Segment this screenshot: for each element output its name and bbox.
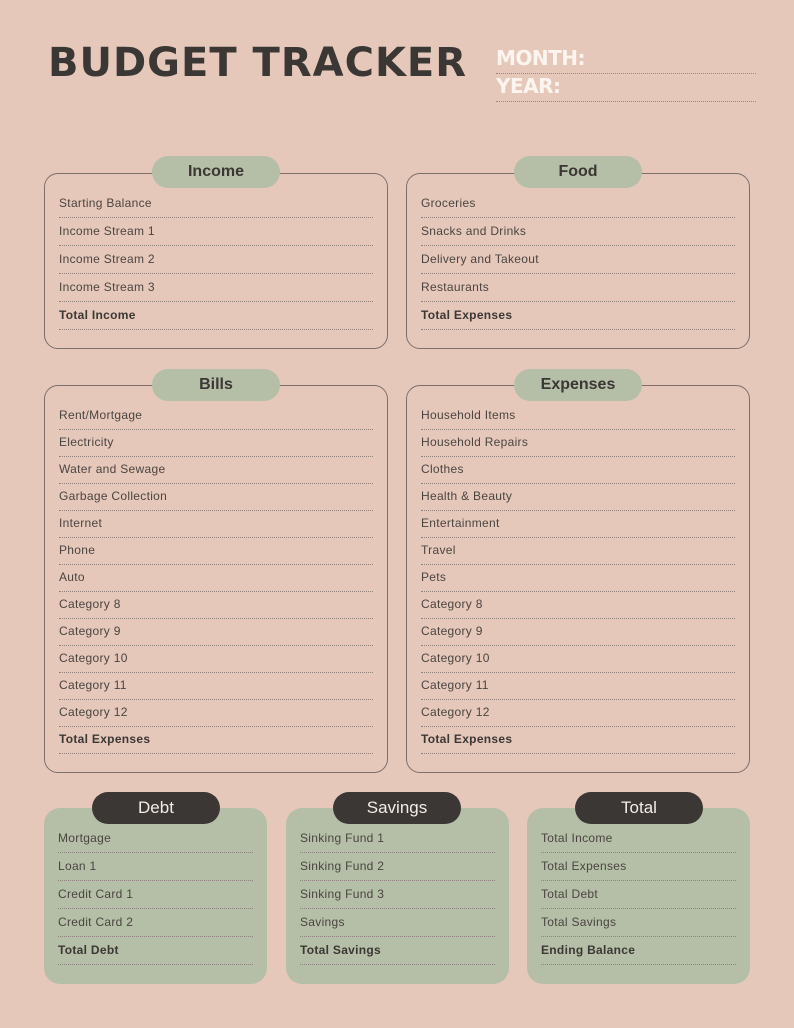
row-label: Restaurants [421,280,489,294]
bills-row[interactable] [59,673,373,700]
row-label: Total Expenses [541,859,627,873]
row-label: Starting Balance [59,196,152,210]
row-label: Water and Sewage [59,462,166,476]
row-label: Savings [300,915,345,929]
bills-row[interactable] [59,700,373,727]
expenses-row[interactable] [421,646,735,673]
expenses-row[interactable] [421,592,735,619]
bills-row[interactable] [59,457,373,484]
savings-total-row[interactable] [300,937,495,965]
debt-heading: Debt [92,792,220,824]
year-field[interactable]: YEAR: [496,74,756,102]
bills-row[interactable] [59,619,373,646]
row-label: Category 10 [421,651,490,665]
food-row[interactable] [421,274,735,302]
row-label: Pets [421,570,447,584]
row-label: Total Debt [58,943,119,957]
row-label: Income Stream 1 [59,224,155,238]
debt-total-row[interactable] [58,937,253,965]
total-row[interactable] [541,909,736,937]
expenses-row[interactable] [421,700,735,727]
row-label: Health & Beauty [421,489,513,503]
bills-row[interactable] [59,565,373,592]
row-label: Total Savings [541,915,617,929]
savings-row[interactable] [300,881,495,909]
row-label: Category 11 [59,678,127,692]
page-title: BUDGET TRACKER [48,40,468,86]
debt-row[interactable] [58,909,253,937]
bills-row[interactable] [59,400,373,430]
row-label: Category 10 [59,651,128,665]
row-label: Ending Balance [541,943,636,957]
food-row[interactable] [421,188,735,218]
total-heading: Total [575,792,703,824]
row-label: Auto [59,570,85,584]
savings-row[interactable] [300,909,495,937]
food-section [406,173,750,349]
row-label: Clothes [421,462,464,476]
food-row[interactable] [421,246,735,274]
total-rows [541,822,736,965]
bills-row[interactable] [59,538,373,565]
row-label: Loan 1 [58,859,97,873]
food-heading: Food [514,156,642,188]
bills-row[interactable] [59,646,373,673]
debt-section [44,808,267,984]
income-rows [59,188,373,330]
expenses-rows [421,400,735,754]
expenses-heading: Expenses [514,369,642,401]
total-row[interactable] [541,822,736,853]
total-section [527,808,750,984]
bills-heading: Bills [152,369,280,401]
savings-heading: Savings [333,792,461,824]
income-row[interactable] [59,246,373,274]
row-label: Total Expenses [421,732,513,746]
bills-row[interactable] [59,511,373,538]
row-label: Total Expenses [421,308,513,322]
row-label: Electricity [59,435,114,449]
food-row[interactable] [421,218,735,246]
income-row[interactable] [59,188,373,218]
income-row[interactable] [59,274,373,302]
row-label: Household Repairs [421,435,529,449]
expenses-row[interactable] [421,565,735,592]
expenses-row[interactable] [421,484,735,511]
debt-row[interactable] [58,881,253,909]
food-rows [421,188,735,330]
row-label: Category 12 [59,705,128,719]
row-label: Total Expenses [59,732,151,746]
row-label: Snacks and Drinks [421,224,527,238]
expenses-row[interactable] [421,430,735,457]
bills-rows [59,400,373,754]
bills-row[interactable] [59,592,373,619]
row-label: Category 11 [421,678,489,692]
row-label: Category 9 [59,624,121,638]
row-label: Category 8 [59,597,121,611]
total-row[interactable] [541,881,736,909]
bills-row[interactable] [59,430,373,457]
row-label: Household Items [421,408,516,422]
bills-row[interactable] [59,484,373,511]
row-label: Groceries [421,196,476,210]
row-label: Credit Card 1 [58,887,134,901]
row-label: Income Stream 2 [59,252,155,266]
row-label: Internet [59,516,103,530]
income-section [44,173,388,349]
expenses-row[interactable] [421,673,735,700]
row-label: Entertainment [421,516,500,530]
row-label: Credit Card 2 [58,915,134,929]
expenses-row[interactable] [421,457,735,484]
row-label: Delivery and Takeout [421,252,539,266]
bills-total-row[interactable] [59,727,373,754]
row-label: Total Debt [541,887,599,901]
row-label: Category 9 [421,624,483,638]
income-heading: Income [152,156,280,188]
savings-row[interactable] [300,822,495,853]
savings-rows [300,822,495,965]
total-row[interactable] [541,853,736,881]
income-row[interactable] [59,218,373,246]
savings-row[interactable] [300,853,495,881]
row-label: Phone [59,543,96,557]
row-label: Category 12 [421,705,490,719]
row-label: Sinking Fund 3 [300,887,385,901]
bills-section [44,385,388,773]
debt-rows [58,822,253,965]
ending-balance-row[interactable] [541,937,736,965]
row-label: Mortgage [58,831,112,845]
row-label: Income Stream 3 [59,280,155,294]
row-label: Total Income [541,831,613,845]
savings-section [286,808,509,984]
debt-row[interactable] [58,822,253,853]
month-field[interactable]: MONTH: [496,46,756,74]
row-label: Travel [421,543,456,557]
row-label: Garbage Collection [59,489,168,503]
income-total-row[interactable] [59,302,373,330]
row-label: Sinking Fund 1 [300,831,385,845]
debt-row[interactable] [58,853,253,881]
row-label: Rent/Mortgage [59,408,143,422]
expenses-row[interactable] [421,619,735,646]
expenses-row[interactable] [421,538,735,565]
food-total-row[interactable] [421,302,735,330]
row-label: Total Savings [300,943,382,957]
expenses-total-row[interactable] [421,727,735,754]
expenses-row[interactable] [421,511,735,538]
row-label: Category 8 [421,597,483,611]
row-label: Sinking Fund 2 [300,859,385,873]
expenses-row[interactable] [421,400,735,430]
row-label: Total Income [59,308,136,322]
expenses-section [406,385,750,773]
